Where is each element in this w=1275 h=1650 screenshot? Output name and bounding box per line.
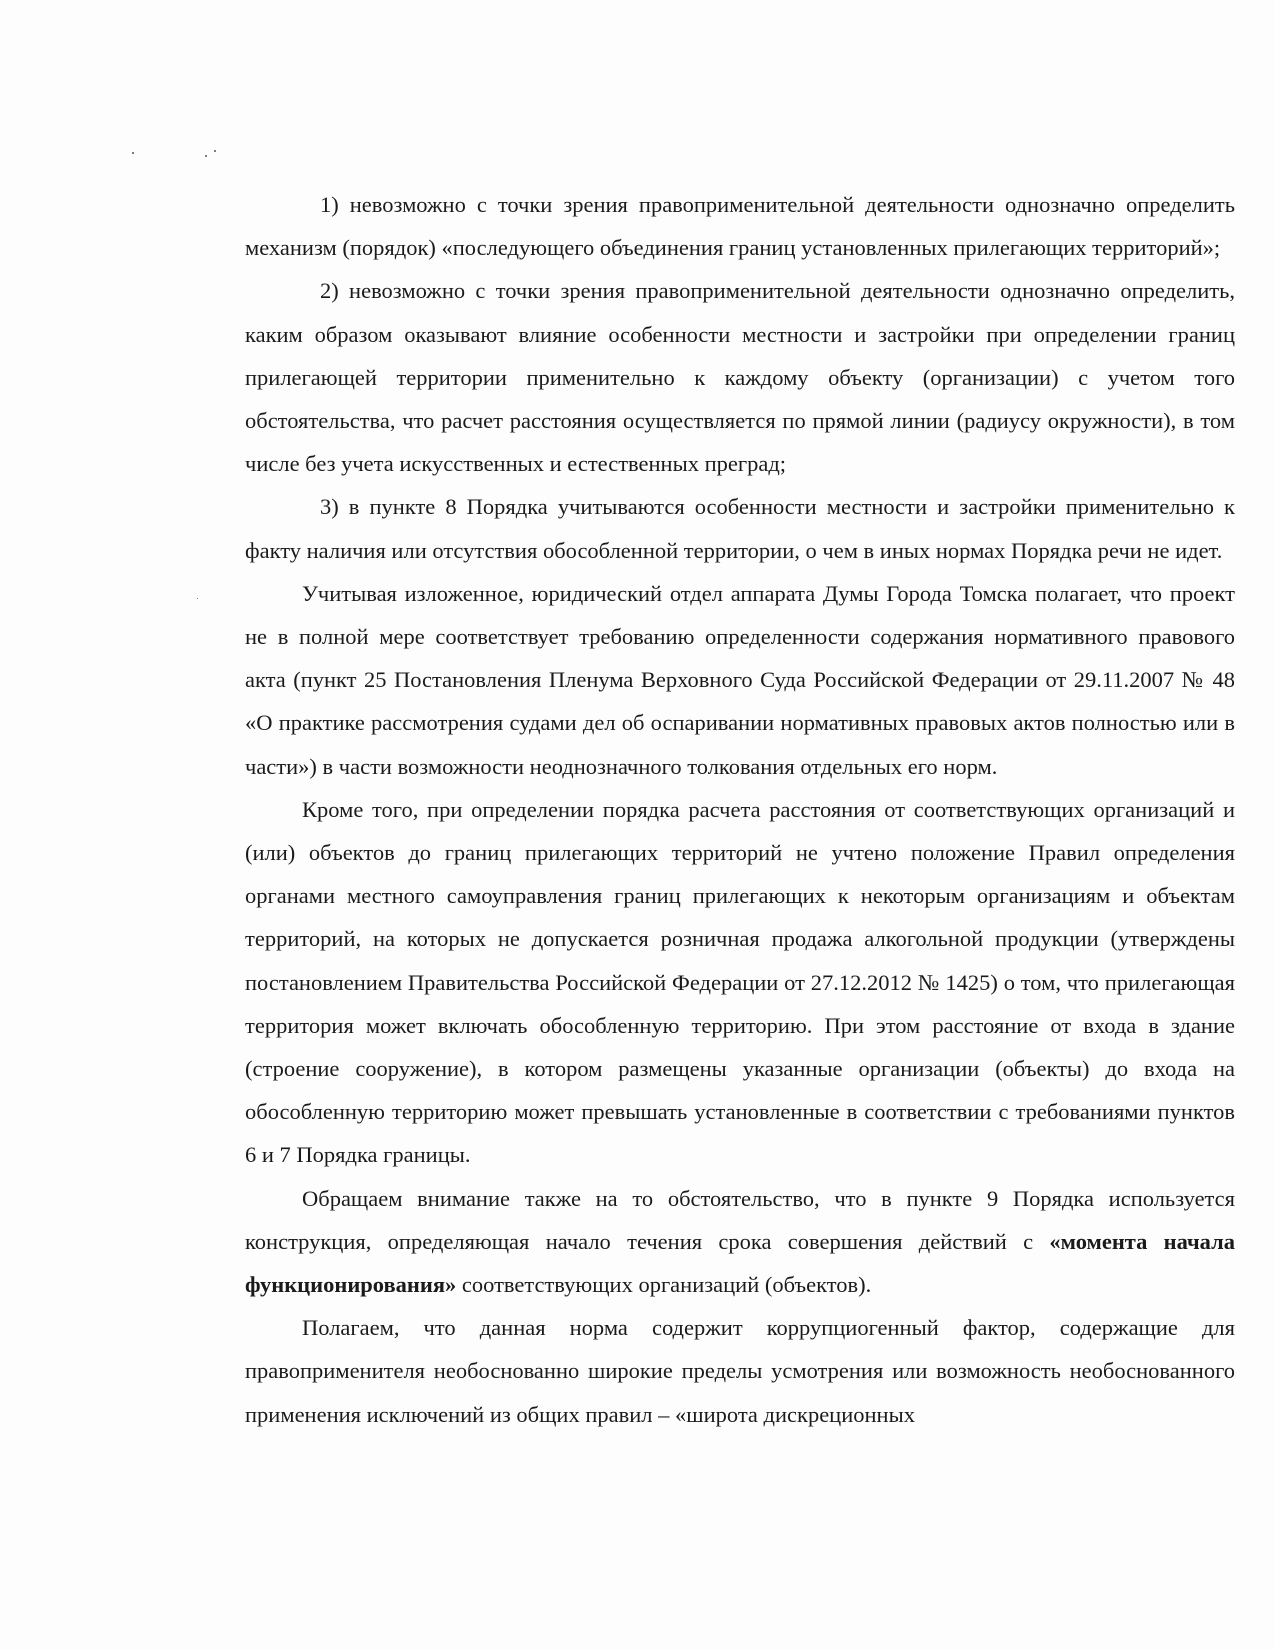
rules-note-paragraph: Кроме того, при определении порядка расчета расстояния от соответствующих организаций и (или) объектов до границ прилегающих территорий не учтено положение Правил определения органами местного самоуправления границ прилегающих к некоторым организациям и объектам территорий, на которых не допускается розничная продажа алкогольной продукции (утверждены постановлением Правительства Российской Федерации от 27.12.2012 № 1425) о том, что прилегающая территория может включать обособленную территорию. При этом расстояние от входа в здание (строение сооружение), в котором размещены указанные организации (объекты) до входа на обособленную территорию может превышать установленные в соответствии с требованиями пунктов 6 и 7 Порядка границы. <box>245 796 1235 1168</box>
scan-speck <box>205 155 207 157</box>
scan-speck <box>197 598 198 599</box>
list-item-3: 3) в пункте 8 Порядка учитываются особенности местности и застройки применительно к факту наличия или отсутствия обособленной территории, о чем в иных нормах Порядка речи не идет. <box>245 494 1235 563</box>
scan-speck <box>132 152 134 154</box>
scan-speck <box>214 150 216 152</box>
corruption-factor-paragraph: Полагаем, что данная норма содержит коррупциогенный фактор, содержащие для правоприменителя необоснованно широкие пределы усмотрения или возможность необоснованного применения исключений из общих правил – «широта дискреционных <box>245 1315 1235 1427</box>
list-item-1: 1) невозможно с точки зрения правоприменительной деятельности однозначно определить механизм (порядок) «последующего объединения границ установленных прилегающих территорий»; <box>245 192 1235 261</box>
list-item-2: 2) невозможно с точки зрения правоприменительной деятельности однозначно определить, каким образом оказывают влияние особенности местности и застройки при определении границ прилегающей территории применительно к каждому объекту (организации) с учетом того обстоятельства, что расчет расстояния осуществляется по прямой линии (радиусу окружности), в том числе без учета искусственных и естественных преград; <box>245 278 1235 477</box>
point-9-text-after: соответствующих организаций (объектов). <box>456 1272 872 1298</box>
point-9-bold-phrase: «момента начала функционирования» <box>245 1228 1236 1298</box>
point-9-text-before: Обращаем внимание также на то обстоятельство, что в пункте 9 Порядка используется конструкция, определяющая начало течения срока совершения действий с <box>245 1185 1235 1254</box>
point-9-paragraph <box>245 1177 1235 1307</box>
conclusion-paragraph: Учитывая изложенное, юридический отдел аппарата Думы Города Томска полагает, что проект не в полной мере соответствует требованию определенности содержания нормативного правового акта (пункт 25 Постановления Пленума Верховного Суда Российской Федерации от 29.11.2007 № 48 «О практике рассмотрения судами дел об оспаривании нормативных правовых актов полностью или в части») в части возможности неоднозначного толкования отдельных его норм. <box>245 580 1235 779</box>
document-body <box>245 183 1235 1436</box>
